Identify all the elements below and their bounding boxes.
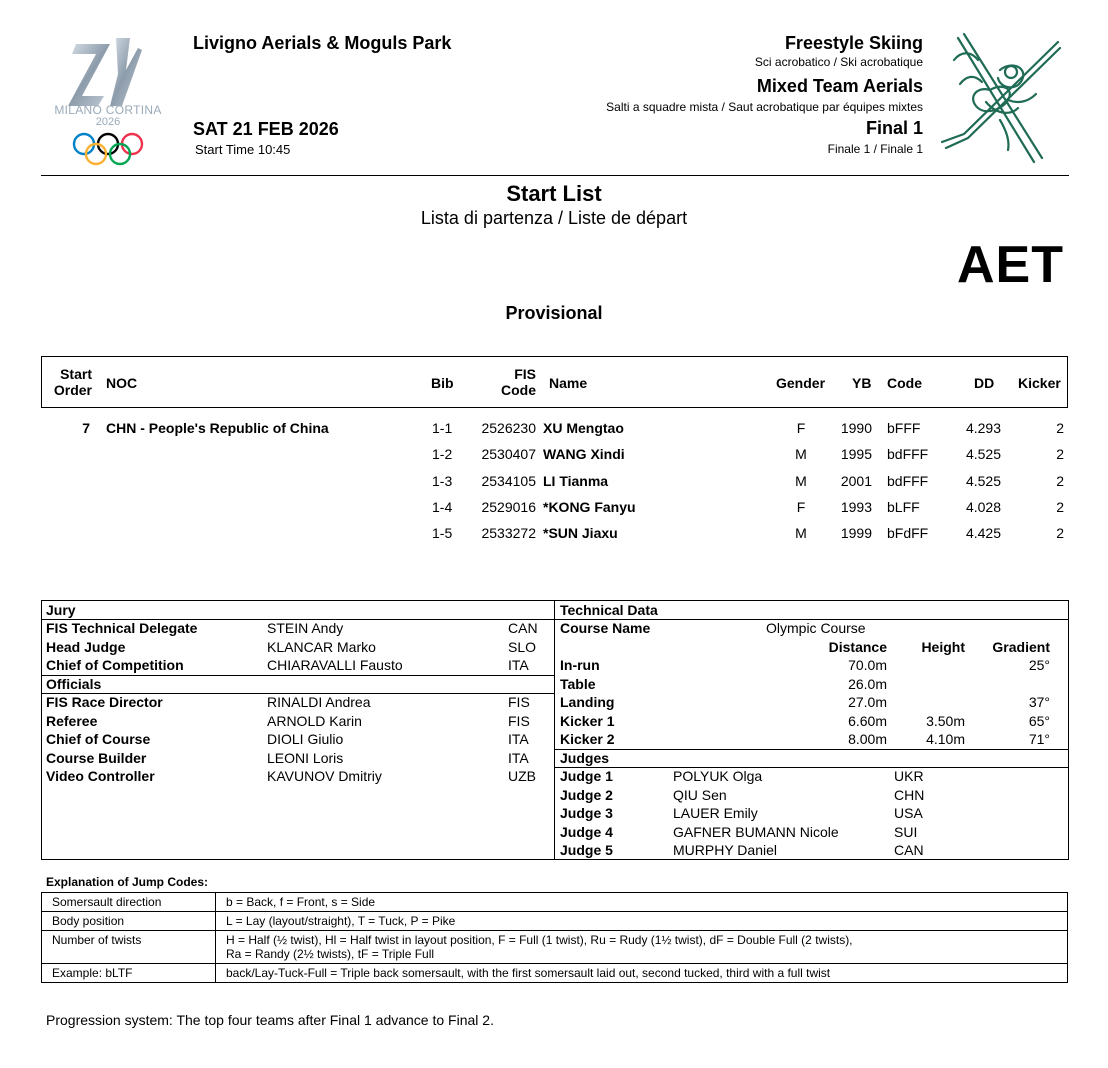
course-name: Olympic Course [766, 620, 866, 636]
col-fis-code-line1: FIS [514, 366, 536, 382]
aerials-skier-icon [938, 30, 1064, 170]
document-title: Start List [506, 181, 602, 206]
technical-title: Technical Data [560, 602, 658, 618]
athlete-jump-code: bdFFF [887, 446, 929, 462]
athlete-fis-code: 2530407 [481, 446, 536, 462]
tech-label: Table [560, 676, 596, 692]
explanation-row [42, 964, 1068, 983]
official-noc: UZB [508, 768, 536, 784]
official-role: FIS Race Director [46, 694, 163, 710]
athlete-bib: 1-2 [432, 446, 453, 462]
athlete-kicker: 2 [1056, 473, 1064, 489]
judge-label: Judge 5 [560, 842, 613, 858]
jury-title: Jury [46, 602, 76, 618]
judge-label: Judge 3 [560, 805, 613, 821]
tech-label: Landing [560, 694, 615, 710]
col-fis-code [490, 366, 536, 398]
start-time: Start Time 10:45 [195, 142, 291, 157]
athlete-name: WANG Xindi [543, 446, 625, 462]
athlete-kicker: 2 [1056, 420, 1064, 436]
judge-name: LAUER Emily [673, 805, 758, 821]
tech-distance: 8.00m [848, 731, 887, 747]
athlete-yb: 1990 [840, 420, 872, 436]
explanation-table [41, 892, 1068, 983]
officials-sep-top [41, 675, 554, 676]
explanation-value [216, 912, 1068, 931]
athlete-yb: 2001 [840, 473, 872, 489]
start-list-header [41, 356, 1068, 408]
athlete-jump-code: bdFFF [887, 473, 929, 489]
athlete-gender: M [795, 473, 807, 489]
col-gender: Gender [776, 375, 826, 391]
col-distance: Distance [828, 639, 887, 655]
col-start-order-line2: Order [53, 382, 92, 398]
judge-noc: CHN [894, 787, 925, 803]
phase-title: Final 1 [865, 118, 923, 138]
athlete-gender: M [795, 446, 807, 462]
athlete-bib: 1-3 [432, 473, 453, 489]
athlete-kicker: 2 [1056, 446, 1064, 462]
official-role: FIS Technical Delegate [46, 620, 198, 636]
judge-label: Judge 1 [560, 768, 613, 784]
athlete-jump-code: bFFF [887, 420, 921, 436]
explanation-value-line1: back/Lay-Tuck-Full = Triple back somersault, with the first somersault laid out, second tucked, third with a full twist [226, 966, 831, 980]
official-noc: SLO [508, 639, 537, 655]
judges-sep-bottom [554, 767, 1069, 768]
phase-translation: Finale 1 / Finale 1 [827, 142, 923, 156]
athlete-yb: 1995 [840, 446, 872, 462]
explanation-row [42, 893, 1068, 912]
explanation-row [42, 931, 1068, 964]
col-noc: NOC [106, 375, 138, 391]
explanation-key: Number of twists [42, 931, 216, 964]
tech-gradient: 37° [1028, 694, 1050, 710]
athlete-name: *KONG Fanyu [543, 499, 636, 515]
team-start-order: 7 [82, 420, 90, 436]
athlete-jump-code: bLFF [887, 499, 920, 515]
explanation-key: Somersault direction [42, 893, 216, 912]
athlete-yb: 1993 [840, 499, 872, 515]
athlete-dd: 4.028 [965, 499, 1001, 515]
explanation-value [216, 964, 1068, 983]
judge-name: MURPHY Daniel [673, 842, 777, 858]
tech-label: Kicker 2 [560, 731, 615, 747]
athlete-kicker: 2 [1056, 499, 1064, 515]
tech-gradient: 71° [1028, 731, 1050, 747]
athlete-gender: M [795, 525, 807, 541]
athlete-name: *SUN Jiaxu [543, 525, 618, 541]
official-role: Video Controller [46, 768, 155, 784]
athlete-gender: F [796, 420, 806, 436]
judge-name: GAFNER BUMANN Nicole [673, 824, 839, 840]
athlete-dd: 4.293 [965, 420, 1001, 436]
athlete-fis-code: 2529016 [481, 499, 536, 515]
official-name: KAVUNOV Dmitriy [267, 768, 382, 784]
official-noc: FIS [508, 713, 530, 729]
explanation-value-line1: H = Half (½ twist), Hl = Half twist in layout position, F = Full (1 twist), Ru = Rudy (1½ twist), dF = Double Full (2 twists), [226, 933, 853, 947]
official-noc: ITA [508, 731, 529, 747]
document-code: AET [957, 236, 1064, 294]
athlete-dd: 4.425 [965, 525, 1001, 541]
logo-text: MILANO CORTINA [54, 103, 162, 117]
officials-title: Officials [46, 676, 102, 692]
official-name: LEONI Loris [267, 750, 344, 766]
sport-title: Freestyle Skiing [784, 33, 923, 53]
athlete-yb: 1999 [840, 525, 872, 541]
official-role: Chief of Course [46, 731, 151, 747]
official-role: Head Judge [46, 639, 126, 655]
status-label: Provisional [505, 303, 603, 323]
judge-name: QIU Sen [673, 787, 727, 803]
judges-title: Judges [560, 750, 610, 766]
judge-noc: CAN [894, 842, 924, 858]
tech-distance: 27.0m [848, 694, 887, 710]
progression-note: Progression system: The top four teams after Final 1 advance to Final 2. [46, 1012, 494, 1028]
col-gradient: Gradient [992, 639, 1050, 655]
explanation-value-line2: Ra = Randy (2½ twists), tF = Triple Full [226, 947, 435, 961]
judge-noc: UKR [894, 768, 924, 784]
judge-label: Judge 2 [560, 787, 613, 803]
judge-name: POLYUK Olga [673, 768, 763, 784]
event-title: Mixed Team Aerials [756, 76, 923, 96]
event-date: SAT 21 FEB 2026 [193, 119, 339, 139]
tech-distance: 26.0m [848, 676, 887, 692]
tech-label: Kicker 1 [560, 713, 615, 729]
official-name: STEIN Andy [267, 620, 344, 636]
explanation-key: Body position [42, 912, 216, 931]
tech-label: In-run [560, 657, 600, 673]
tech-height: 3.50m [926, 713, 965, 729]
official-name: DIOLI Giulio [267, 731, 344, 747]
official-noc: FIS [508, 694, 530, 710]
official-noc: ITA [508, 657, 529, 673]
tech-distance: 6.60m [848, 713, 887, 729]
athlete-jump-code: bFdFF [887, 525, 929, 541]
athlete-bib: 1-5 [432, 525, 453, 541]
col-start-order-line1: Start [60, 366, 92, 382]
explanation-value-line1: b = Back, f = Front, s = Side [226, 895, 376, 909]
athlete-fis-code: 2533272 [481, 525, 536, 541]
team-noc: CHN - People's Republic of China [106, 420, 329, 436]
explanation-key: Example: bLTF [42, 964, 216, 983]
judge-label: Judge 4 [560, 824, 613, 840]
official-role: Referee [46, 713, 98, 729]
col-dd: DD [974, 375, 995, 391]
athlete-dd: 4.525 [965, 473, 1001, 489]
tech-height: 4.10m [926, 731, 965, 747]
official-role: Course Builder [46, 750, 147, 766]
jury-tech-divider [554, 600, 555, 860]
tech-distance: 70.0m [848, 657, 887, 673]
official-noc: CAN [508, 620, 538, 636]
aerials-pictogram [938, 30, 1064, 170]
athlete-gender: F [796, 499, 806, 515]
explanation-value [216, 893, 1068, 912]
athlete-bib: 1-1 [432, 420, 453, 436]
sport-translation: Sci acrobatico / Ski acrobatique [754, 55, 923, 69]
explanation-value-line1: L = Lay (layout/straight), T = Tuck, P = Pike [226, 914, 456, 928]
judges-sep-top [554, 749, 1069, 750]
venue: Livigno Aerials & Moguls Park [193, 33, 452, 53]
col-code: Code [887, 375, 922, 391]
tech-gradient: 65° [1028, 713, 1050, 729]
athlete-fis-code: 2534105 [481, 473, 536, 489]
official-name: RINALDI Andrea [267, 694, 371, 710]
col-height: Height [921, 639, 965, 655]
athlete-bib: 1-4 [432, 499, 453, 515]
explanation-title: Explanation of Jump Codes: [46, 875, 209, 889]
col-fis-code-line2: Code [501, 382, 536, 398]
col-start-order [48, 366, 92, 398]
athlete-name: XU Mengtao [543, 420, 624, 436]
m26-emblem-icon [46, 30, 170, 170]
col-bib: Bib [431, 375, 454, 391]
athlete-fis-code: 2526230 [481, 420, 536, 436]
tech-gradient: 25° [1028, 657, 1050, 673]
explanation-value [216, 931, 1068, 964]
col-kicker: Kicker [1018, 375, 1061, 391]
official-name: KLANCAR Marko [267, 639, 376, 655]
explanation-row [42, 912, 1068, 931]
milano-cortina-logo [46, 30, 170, 170]
athlete-dd: 4.525 [965, 446, 1001, 462]
event-translation: Salti a squadre mista / Saut acrobatique par équipes mixtes [606, 100, 923, 114]
athlete-name: LI Tianma [543, 473, 609, 489]
official-noc: ITA [508, 750, 529, 766]
logo-year: 2026 [95, 116, 121, 128]
official-name: ARNOLD Karin [267, 713, 362, 729]
col-yb: YB [852, 375, 872, 391]
header-divider [41, 175, 1069, 176]
document-subtitle: Lista di partenza / Liste de départ [420, 208, 688, 228]
course-label: Course Name [560, 620, 651, 636]
official-name: CHIARAVALLI Fausto [267, 657, 403, 673]
judge-noc: USA [894, 805, 923, 821]
judge-noc: SUI [894, 824, 918, 840]
official-role: Chief of Competition [46, 657, 184, 673]
col-name: Name [549, 375, 588, 391]
athlete-kicker: 2 [1056, 525, 1064, 541]
